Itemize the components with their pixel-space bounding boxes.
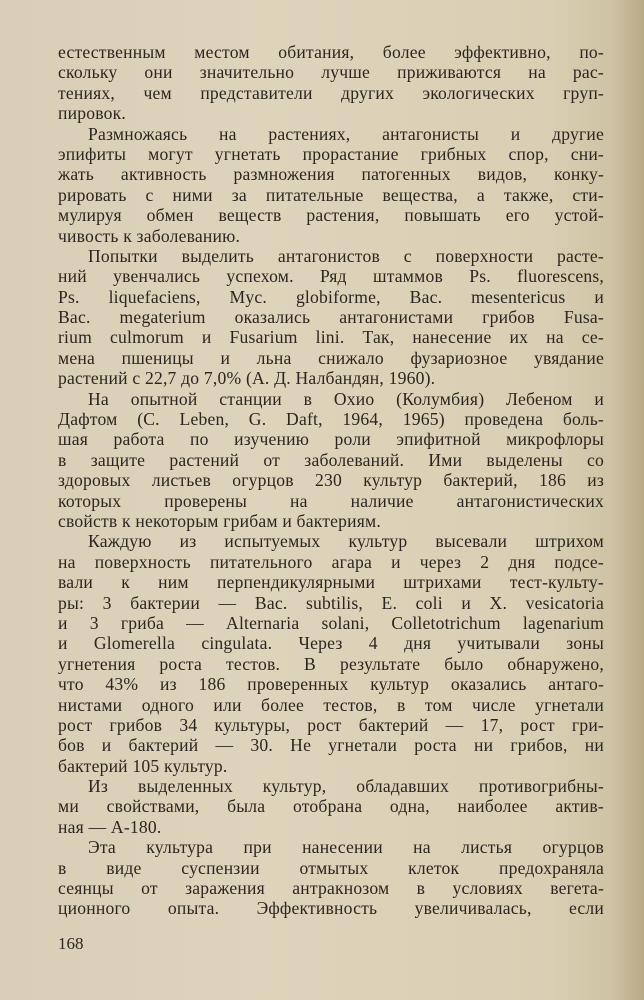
text-line: рост грибов 34 культуры, рост бактерий — 17, рост гри- [58, 714, 604, 735]
text-line: Bac. megaterium оказались антагонистами грибов Fusa- [58, 307, 604, 328]
text-line: тениях, чем представители других экологических груп- [58, 82, 604, 103]
paragraph [58, 124, 604, 246]
text-line: ми свойствами, была отобрана одна, наиболее актив- [58, 796, 604, 817]
text-line: ры: 3 бактерии — Bac. subtilis, E. coli и X. vesicatoria [58, 592, 604, 613]
text-line: бактерий 105 культур. [58, 755, 228, 776]
paragraph [58, 42, 604, 124]
text-line: и Glomerella cingulata. Через 4 дня учитывали зоны [58, 633, 604, 654]
text-line: Попытки выделить антагонистов с поверхности расте- [88, 245, 604, 266]
text-line: Размножаясь на растениях, антагонисты и другие [88, 123, 604, 144]
text-line: рировать с ними за питательные вещества, а также, сти- [58, 184, 604, 205]
text-line: Ps. liquefaciens, Myc. globiforme, Bac. mesentericus и [58, 286, 604, 307]
text-line: шая работа по изучению роли эпифитной микрофлоры [58, 429, 604, 450]
text-line: на поверхность питательного агара и через 2 дня подсе- [58, 551, 604, 572]
text-line: угнетения роста тестов. В результате было обнаружено, [58, 653, 604, 674]
text-line: Дафтом (C. Leben, G. Daft, 1964, 1965) проведена боль- [58, 409, 604, 430]
text-line: чивость к заболеванию. [58, 225, 241, 246]
text-line: нистами одного или более тестов, в том числе угнетали [58, 694, 604, 715]
text-line: эпифиты могут угнетать прорастание грибных спор, сни- [58, 143, 604, 164]
text-line: ная — А-180. [58, 816, 162, 837]
paragraph [58, 531, 604, 776]
paragraph [58, 776, 604, 837]
text-line: сеянцы от заражения антракнозом в условиях вегета- [58, 878, 604, 899]
text-line: Эта культура при нанесении на листья огурцов [88, 837, 604, 858]
paragraph [58, 837, 604, 919]
text-line: ний увенчались успехом. Ряд штаммов Ps. fluorescens, [58, 266, 604, 287]
paragraph [58, 246, 604, 389]
page-number: 168 [58, 934, 84, 953]
text-line: которых проверены на наличие антагонистических [58, 490, 604, 511]
text-line: жать активность размножения патогенных видов, конку- [58, 164, 604, 185]
page-body-text [58, 42, 604, 919]
text-line: что 43% из 186 проверенных культур оказались антаго- [58, 674, 604, 695]
paragraph [58, 389, 604, 532]
text-line: в виде суспензии отмытых клеток предохраняла [58, 857, 604, 878]
text-line: Каждую из испытуемых культур высевали штрихом [88, 531, 604, 552]
text-line: мена пшеницы и льна снижало фузариозное увядание [58, 347, 604, 368]
text-line: ционного опыта. Эффективность увеличивалась, если [58, 898, 604, 919]
text-line: пировок. [58, 103, 126, 124]
text-line: здоровых листьев огурцов 230 культур бактерий, 186 из [58, 470, 604, 491]
text-line: в защите растений от заболеваний. Ими выделены со [58, 449, 604, 470]
text-line: На опытной станции в Охио (Колумбия) Лебеном и [88, 388, 604, 409]
text-line: и 3 гриба — Alternaria solani, Colletotrichum lagenarium [58, 612, 604, 633]
text-line: растений с 22,7 до 7,0% (А. Д. Налбандян, 1960). [58, 368, 436, 389]
text-line: естественным местом обитания, более эффективно, по- [58, 42, 604, 62]
text-line: мулируя обмен веществ растения, повышать его устой- [58, 205, 604, 226]
text-line: Из выделенных культур, обладавших противогрибны- [88, 776, 604, 797]
text-line: бов и бактерий — 30. Не угнетали роста ни грибов, ни [58, 735, 604, 756]
text-line: свойств к некоторым грибам и бактериям. [58, 510, 381, 531]
text-line: вали к ним перпендикулярными штрихами тест-культу- [58, 572, 604, 593]
text-line: скольку они значительно лучше приживаются на рас- [58, 62, 604, 83]
text-line: rium culmorum и Fusarium lini. Так, нанесение их на се- [58, 327, 604, 348]
